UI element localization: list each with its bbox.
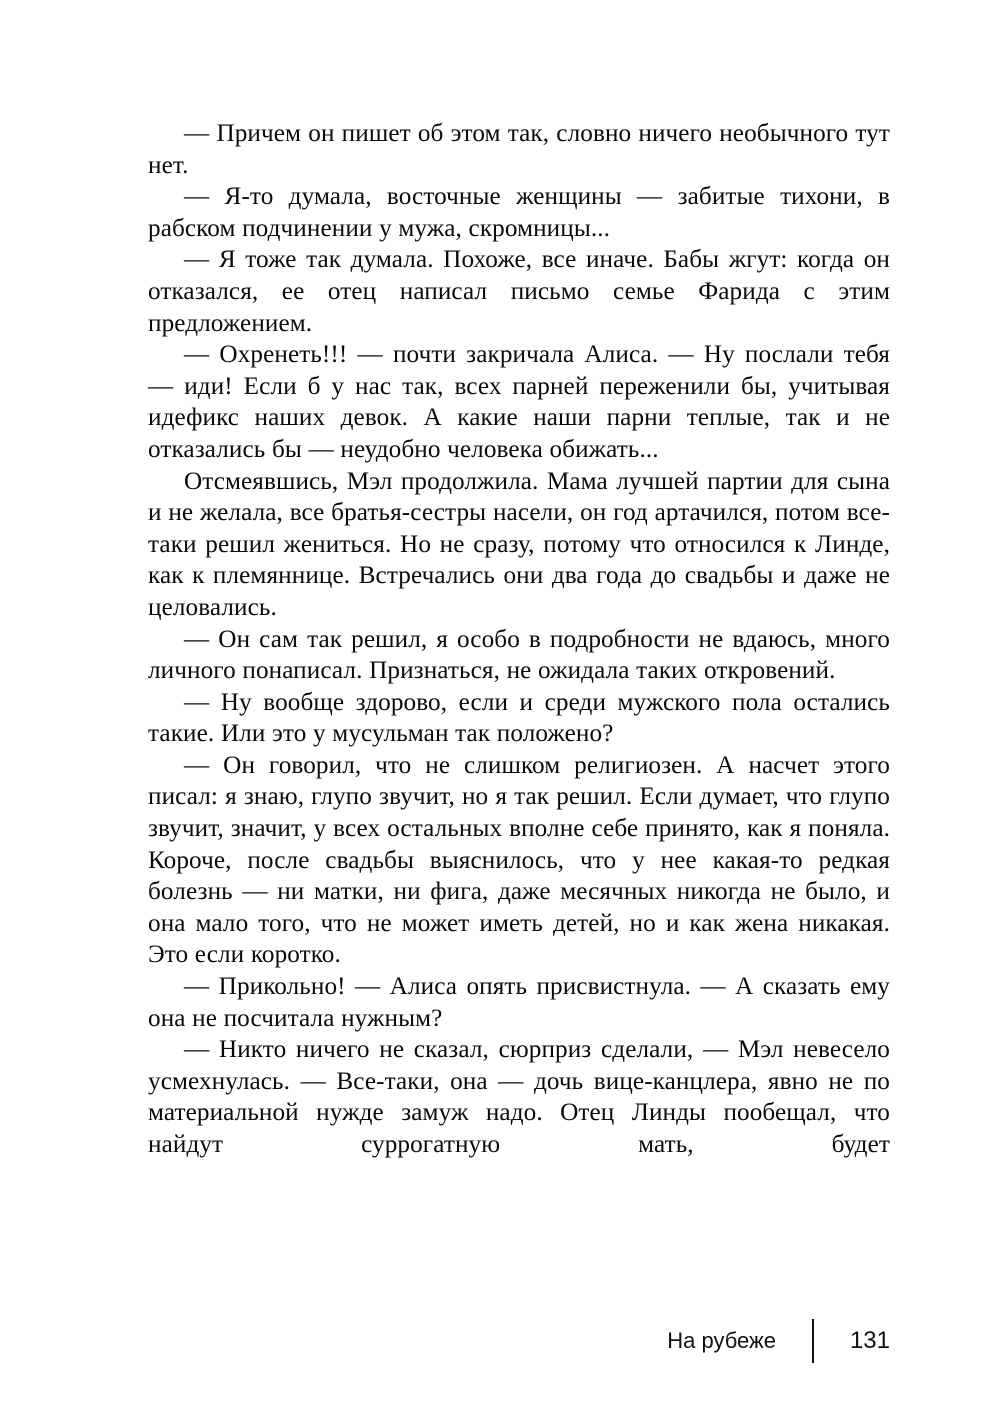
paragraph: — Ну вообще здорово, если и среди мужского пола остались такие. Или это у мусульман так положено? [148,688,890,748]
page-number: 131 [849,1327,890,1354]
paragraph: — Я-то думала, восточные женщины — забитые тихони, в рабском подчинении у мужа, скромницы... [148,183,890,242]
paragraph: — Я тоже так думала. Похоже, все иначе. Бабы жгут: когда он отказался, ее отец написал письмо семье Фарида с этим предложением. [148,246,890,337]
paragraph: — Охренеть!!! — почти закричала Алиса. — Ну послали тебя — иди! Если б у нас так, всех парней переженили бы, учитывая идефикс наших девок. А какие наши парни теплые, так и не отказались бы — неудобно человека обижать... [148,341,890,463]
footer-divider [812,1319,814,1363]
paragraph: — Он говорил, что не слишком религиозен. А насчет этого писал: я знаю, глупо звучит, но я так решил. Если думает, что глупо звучит, значит, у всех остальных вполне себе принято, как я поняла. Короче, после свадьбы выяснилось, что у нее какая-то редкая болезнь — ни матки, ни фига, даже месячных никогда не было, и она мало того, что не может иметь детей, но и как жена никакая. Это если коротко. [148,751,890,969]
footer-book-title: На рубеже [667,1328,776,1353]
page-footer [148,1318,890,1364]
paragraph: — Прикольно! — Алиса опять присвистнула. — А сказать ему она не посчитала нужным? [148,973,890,1032]
paragraph: — Никто ничего не сказал, сюрприз сделали, — Мэл невесело усмехнулась. — Все-таки, она — дочь вице-канцлера, явно не по материальной нужде замуж надо. Отец Линды пообещал, что найдут суррогатную мать, будет [148,1036,890,1158]
paragraph: Отсмеявшись, Мэл продолжила. Мама лучшей партии для сына и не желала, все братья-сестры насели, он год артачился, потом все-таки решил жениться. Но не сразу, потому что относился к Линде, как к племяннице. Встречались они два года до свадьбы и даже не целовались. [148,467,890,621]
paragraph: — Он сам так решил, я особо в подробности не вдаюсь, много личного понаписал. Признаться, не ожидала таких откровений. [148,625,890,685]
paragraph: — Причем он пишет об этом так, словно ничего необычного тут нет. [148,120,890,179]
page-text-body [148,118,890,1161]
